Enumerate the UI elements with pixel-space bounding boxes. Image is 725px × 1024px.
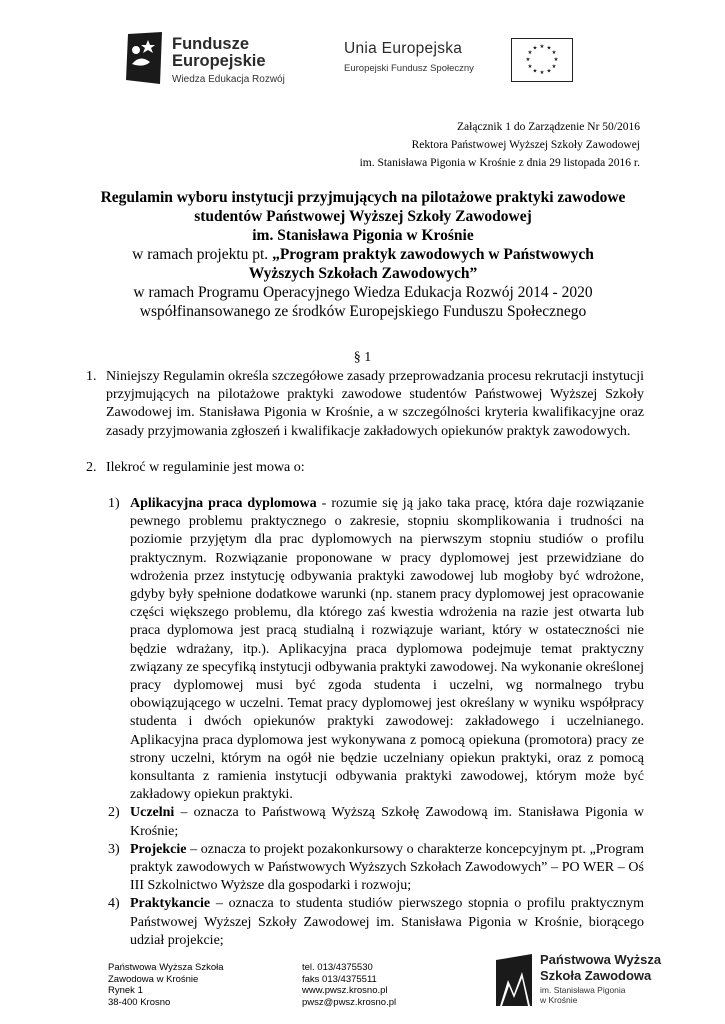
- definition-number: 4): [108, 896, 120, 912]
- svg-text:★: ★: [546, 68, 552, 75]
- svg-text:★: ★: [525, 57, 531, 63]
- definition-text: – oznacza to projekt pozakonkursowy o charakterze koncepcyjnym pt. „Program praktyk zawodowych w Państwowych Wyższych Szkołach Zawodowych” – PO WER – Oś III Szkolnictwo Wyższe dla gospodarki i rozwoju;: [130, 841, 644, 894]
- title-line1: Regulamin wyboru instytucji przyjmujących na pilotażowe praktyki zawodowe: [100, 189, 626, 206]
- document-body: [88, 368, 644, 950]
- pwsz-logo-line4: w Krośnie: [540, 995, 578, 1005]
- annex-reference: [360, 118, 640, 172]
- point-2: [88, 459, 644, 477]
- footer-address-line: Rynek 1: [108, 985, 143, 996]
- point-number: 1.: [86, 369, 97, 384]
- definition-term: Projekcie: [130, 841, 187, 857]
- footer-address-line: 38-400 Krosno: [108, 996, 171, 1008]
- definition-item: [108, 895, 644, 950]
- definition-number: 3): [108, 841, 120, 857]
- eu-flag-icon: [511, 38, 573, 87]
- title-line4: [70, 245, 656, 264]
- ue-logo-subtitle: Europejski Fundusz Społeczny: [344, 63, 474, 74]
- ue-logo-title: Unia Europejska: [344, 40, 463, 57]
- footer-website-link[interactable]: www.pwsz.krosno.pl: [302, 985, 388, 996]
- title-line3: im. Stanisława Pigonia w Krośnie: [252, 227, 474, 244]
- footer-email-link[interactable]: pwsz@pwsz.krosno.pl: [302, 996, 397, 1008]
- svg-text:★: ★: [551, 64, 557, 70]
- svg-text:★: ★: [539, 44, 545, 50]
- annex-line3: im. Stanisława Pigonia w Krośnie z dnia 29 listopada 2016 r.: [359, 157, 640, 169]
- svg-text:★: ★: [546, 45, 552, 52]
- annex-line1: Załącznik 1 do Zarządzenie Nr 50/2016: [457, 121, 640, 133]
- footer-contact: [302, 962, 396, 1008]
- title-line5: Wyższych Szkołach Zawodowych”: [248, 265, 478, 282]
- title-line4-bold: „Program praktyk zawodowych w Państwowych: [272, 246, 594, 263]
- point-1: [88, 368, 644, 441]
- document-title: [70, 188, 656, 321]
- definition-number: 1): [108, 496, 120, 512]
- definition-text: - rozumie się ją jako taka pracę, która daje rozwiązanie pewnego problemu praktycznego o zakresie, stopniu skomplikowania i trudności na poziomie przyjętym dla prac dyplomowych na pierwszym stopniu studiów o profilu praktycznym. Rozwiązanie proponowane w pracy dyplomowej jest przewidziane do wdrożenia przez instytucję odbywania praktyki zawodowej lub mogłoby być wdrożone, gdyby były spełnione dodatkowe warunki (np. stanem pracy dyplomowej jest opracowanie części większego problemu, dla którego zaś kwestia wdrożenia na razie jest otwarta lub praca dyplomowa jest pracą studialną i rozwiązuje wariant, który w ostateczności nie będzie wdrażany, itp.). Aplikacyjna praca dyplomowa podejmuje temat praktyczny związany ze specyfiką instytucji odbywania praktyki zawodowej. Na wykonanie określonej pracy dyplomowej musi być zgoda studenta i uczelni, wg normalnego trybu obowiązującego w uczelni. Temat pracy dyplomowej jest określany w wyniku współpracy studenta i dwóch opiekunów praktyki zawodowej: zakładowego i uczelnianego. Aplikacyjna praca dyplomowa jest wykonywana z pomocą opiekuna (promotora) pracy ze strony uczelni, którym na ogół nie będzie uczelniany opiekun praktyki, oraz z pomocą konsultanta z ramienia instytucji odbywania praktyki zawodowej, którym może być zakładowy opiekun praktyki.: [130, 496, 644, 803]
- pwsz-logo-line1: Państwowa Wyższa: [540, 952, 662, 967]
- title-line7: współfinansowanego ze środków Europejskiego Funduszu Społecznego: [139, 303, 587, 320]
- pwsz-logo-line2: Szkoła Zawodowa: [540, 968, 652, 983]
- svg-text:★: ★: [527, 64, 533, 70]
- definition-item: [108, 495, 644, 804]
- definition-text: – oznacza to Państwową Wyższą Szkołę Zawodową im. Stanisława Pigonia w Krośnie;: [130, 805, 644, 839]
- definition-number: 2): [108, 805, 120, 821]
- title-line4-plain: w ramach projektu pt.: [132, 246, 273, 263]
- title-line2: studentów Państwowej Wyższej Szkoły Zawodowej: [194, 208, 532, 225]
- fe-logo-line3: Wiedza Edukacja Rozwój: [172, 74, 285, 85]
- fe-emblem-icon: [122, 30, 166, 86]
- definitions-list: [108, 495, 644, 950]
- pwsz-logo-line3: im. Stanisława Pigonia: [540, 985, 626, 995]
- definition-text: – oznacza to studenta studiów pierwszego stopnia o profilu praktycznym Państwowej Wyższej Szkoły Zawodowej im. Stanisława Pigonia w Krośnie, biorącego udział projekcie;: [130, 896, 644, 948]
- svg-text:★: ★: [551, 50, 557, 56]
- fe-logo-line1: Fundusze: [172, 35, 249, 53]
- pwsz-emblem-icon: [492, 950, 536, 1008]
- footer-phone: tel. 013/4375530: [302, 962, 373, 973]
- point-text: Ilekroć w regulaminie jest mowa o:: [106, 459, 305, 475]
- footer-address-line: Państwowa Wyższa Szkoła: [108, 962, 224, 973]
- definition-item: [108, 841, 644, 896]
- point-text: Niniejszy Regulamin określa szczegółowe zasady przeprowadzania procesu rekrutacji instytucji przyjmujących na pilotażowe praktyki zawodowe studentów Państwowej Wyższej Szkoły Zawodowej im. Stanisława Pigonia w Krośnie, a w szczególności kryteria kwalifikacyjne oraz zasady przyjmowania zgłoszeń i kwalifikacje zakładowych opiekunów praktyk zawodowych.: [106, 369, 645, 439]
- unia-europejska-logo-text: [344, 40, 474, 74]
- title-line6: w ramach Programu Operacyjnego Wiedza Edukacja Rozwój 2014 - 2020: [133, 284, 593, 301]
- definition-term: Aplikacyjna praca dyplomowa: [130, 496, 317, 512]
- svg-text:★: ★: [539, 70, 545, 76]
- fe-logo-line2: Europejskie: [172, 52, 266, 70]
- definition-term: Praktykancie: [130, 896, 211, 912]
- svg-text:★: ★: [527, 50, 533, 56]
- svg-text:★: ★: [532, 68, 538, 75]
- section-heading: § 1: [353, 350, 372, 365]
- footer-address: [108, 962, 224, 1008]
- annex-line2: Rektora Państwowej Wyższej Szkoły Zawodowej: [411, 139, 640, 151]
- svg-text:★: ★: [553, 57, 559, 63]
- definition-item: [108, 804, 644, 840]
- footer-address-line: Zawodowa w Krośnie: [108, 973, 199, 985]
- point-number: 2.: [86, 459, 97, 475]
- pwsz-logo: [492, 950, 662, 1010]
- footer-fax: faks 013/4375511: [302, 973, 377, 985]
- definition-term: Uczelni: [130, 805, 175, 821]
- svg-text:★: ★: [532, 45, 538, 52]
- fundusze-europejskie-logo: [122, 30, 322, 90]
